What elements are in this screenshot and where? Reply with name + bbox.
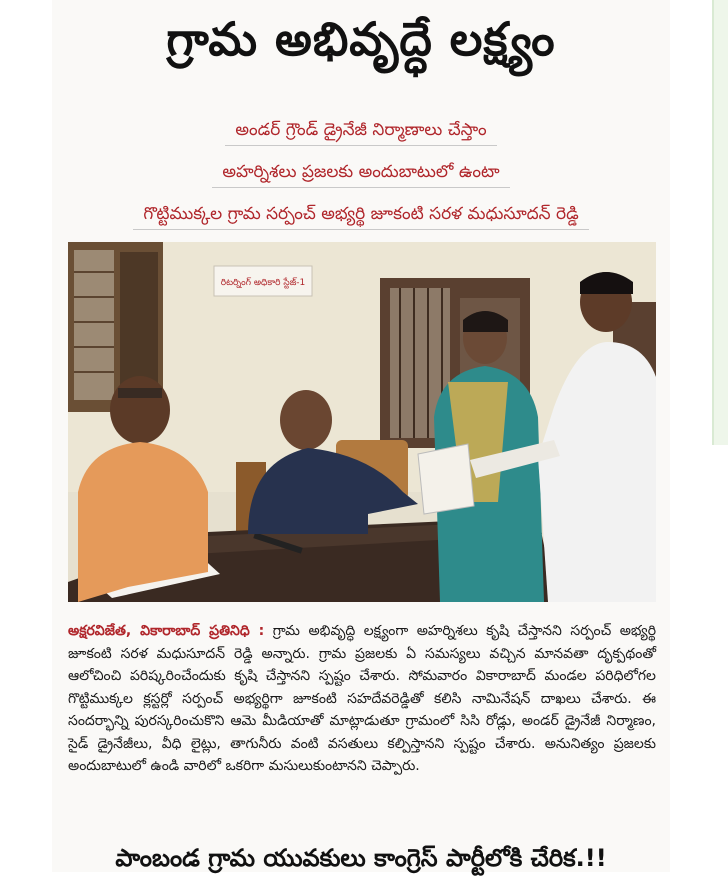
subhead-3-text: గొట్టిముక్కల గ్రామ సర్పంచ్ అభ్యర్థి జూకంటి సరళ మధుసూదన్ రెడ్డి (133, 201, 588, 230)
article-body (68, 620, 656, 778)
newspaper-page (52, 0, 670, 872)
photo-sign-label: రిటర్నింగ్ అధికారి స్టేజ్-1 (220, 278, 306, 288)
article-body-text: గ్రామ అభివృద్ధి లక్ష్యంగా అహర్నిశలు కృషి చేస్తానని సర్పంచ్ అభ్యర్థి జూకంటి సరళ మధుసూదన్ రెడ్డి అన్నారు. గ్రామ ప్రజలకు ఏ సమస్యలు వచ్చిన మానవతా దృక్పథంతో ఆలోచించి పరిష్కరించేందుకు కృషి చేస్తానని స్పష్టం చేశారు. సోమవారం వికారాబాద్ మండల పరిధిలోగల గొట్టిముక్కల క్లస్టర్లో సర్పంచ్ అభ్యర్థిగా జూకంటి సహదేవరెడ్డితో కలిసి నామినేషన్ దాఖలు చేశారు. ఈ సందర్భాన్ని పురస్కరించుకొని ఆమె మీడియాతో మాట్లాడుతూ గ్రామంలో సిసి రోడ్లు, అండర్ డ్రైనేజీ నిర్మాణం, సైడ్ డ్రైనేజీలు, వీధి లైట్లు, తాగునీరు వంటి వసతులు కల్పిస్తానని స్పష్టం చేశారు. అనునిత్యం ప్రజలకు అందుబాటులో ఉండి వారిలో ఒకరిగా మసులుకుంటానని చెప్పారు. (68, 623, 656, 774)
subhead-2 (52, 159, 670, 188)
left-margin (0, 0, 52, 872)
article-byline: అక్షరవిజేత, వికారాబాద్ ప్రతినిధి : (68, 623, 265, 639)
next-article-headline: పాంబండ గ్రామ యువకులు కాంగ్రెస్ పార్టీలోకి చేరిక.!! (115, 844, 607, 872)
subhead-1 (52, 117, 670, 146)
subhead-1-text: అండర్ గ్రౌండ్ డ్రైనేజీ నిర్మాణాలు చేస్తాం (225, 117, 496, 146)
article-headline: గ్రామ అభివృద్ధే లక్ష్యం (166, 12, 556, 66)
adjacent-column-edge (712, 0, 728, 445)
article-photo (68, 242, 656, 602)
right-margin (670, 0, 728, 872)
subhead-3 (52, 201, 670, 230)
subhead-2-text: అహర్నిశలు ప్రజలకు అందుబాటులో ఉంటా (212, 159, 509, 188)
